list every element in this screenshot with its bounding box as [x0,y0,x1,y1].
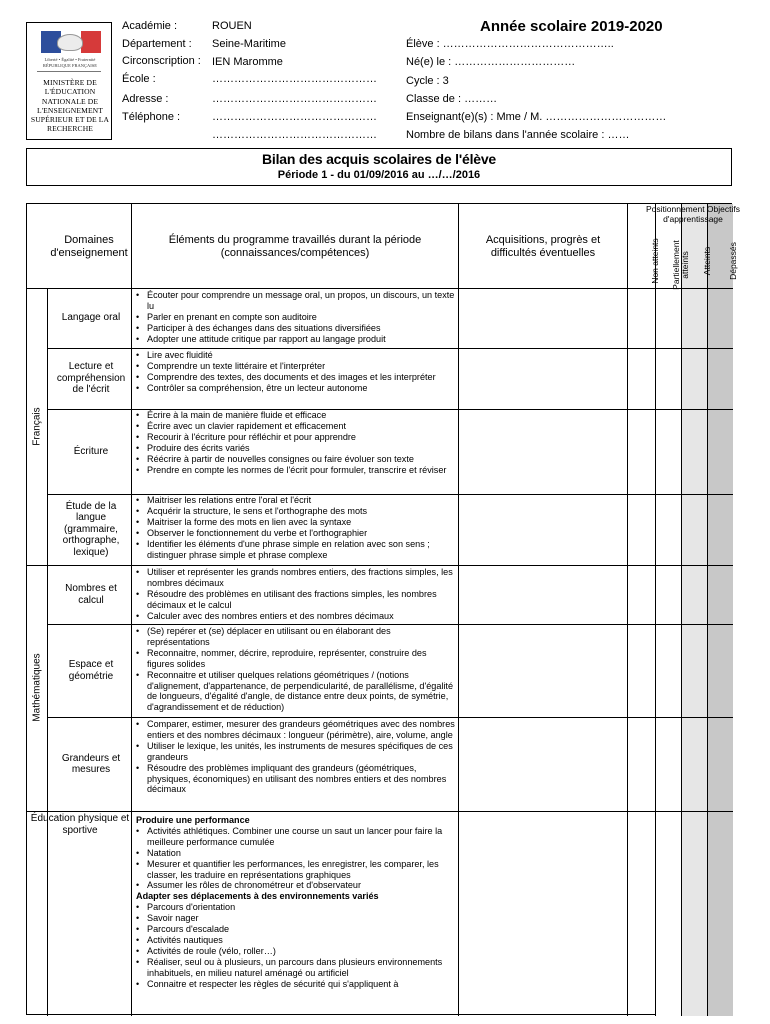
list-item: • Contrôler sa compréhension, être un lecteur autonome [133,383,455,394]
field-cycle: Cycle : 3 [406,75,449,87]
ministry-logo [26,22,112,140]
level-label-atteints: Atteints [702,246,712,276]
list-item: • Parcours d'escalade [133,924,455,935]
list-item: • Activités de roule (vélo, roller…) [133,946,455,957]
list-item: • Calculer avec des nombres entiers et des nombres décimaux [133,611,455,622]
list-item: • Participer à des échanges dans des situations diversifiées [133,323,455,334]
list-item: • Résoudre des problèmes impliquant des grandeurs (géométriques, physiques, économiques) en utilisant des nombres entiers et des nombres décimaux [133,763,455,796]
list-item: • Identifier les éléments d'une phrase simple en relation avec son sens ; distinguer phrase simple et phrase complexe [133,539,455,561]
page-title: Bilan des acquis scolaires de l'élève [261,151,497,167]
level-label-partiellement: Partiellement atteints [671,240,690,290]
list-item: • Produire des écrits variés [133,443,455,454]
ministry-name: MINISTÈRE DE L'ÉDUCATION NATIONALE DE L'ENSEIGNEMENT SUPÉRIEUR ET DE LA RECHERCHE [30,78,110,134]
items-eps [133,815,455,990]
list-item: • Savoir nager [133,913,455,924]
value-academie[interactable]: ROUEN [212,20,252,32]
list-item: • Natation [133,848,455,859]
list-item: • Comparer, estimer, mesurer des grandeurs géométriques avec des nombres entiers et des nombres décimaux : longueur (périmètre), aire, volume, angle [133,719,455,741]
list-item: • Recourir à l'écriture pour réfléchir et pour apprendre [133,432,455,443]
period-label: Période 1 - du 01/09/2016 au …/…/2016 [277,169,481,181]
subdomain-langage-oral: Langage oral [61,312,121,324]
list-item: • Lire avec fluidité [133,350,455,361]
header-acquisitions: Acquisitions, progrès et difficultés éventuelles [485,234,601,259]
label-telephone: Téléphone : [122,111,181,123]
eps-group-heading: Adapter ses déplacements à des environnements variés [136,891,379,902]
level-col-partiellement [681,204,707,1016]
domain-francais: Français [31,407,43,446]
list-item: • Résoudre des problèmes en utilisant des fractions simples, les nombres décimaux et le calcul [133,589,455,611]
republic-motto: Liberté • Égalité • Fraternité RÉPUBLIQUE FRANÇAISE [42,57,98,68]
list-item: • Reconnaitre et utiliser quelques relations géométriques / (notions d'alignement, d'appartenance, de perpendicularité, de parallélisme, d'égalité de longueurs, d'égalité d'angle, de distance entre deux points, de symétrie, d'agrandissement et de réduction) [133,670,455,714]
list-item: • Utiliser le lexique, les unités, les instruments de mesures spécifiques de ces grandeurs [133,741,455,763]
list-item: • Activités nautiques [133,935,455,946]
list-item: • Écrire avec un clavier rapidement et efficacement [133,421,455,432]
list-item: • Prendre en compte les normes de l'écrit pour formuler, transcrire et réviser [133,465,455,476]
list-item: • Maitriser les relations entre l'oral et l'écrit [133,495,455,506]
list-item: • Écrire à la main de manière fluide et efficace [133,410,455,421]
list-item: • Comprendre un texte littéraire et l'interpréter [133,361,455,372]
items-nombres-calcul [133,567,455,622]
value-ecole[interactable]: ……………………………………… [212,73,377,85]
subdomain-ecriture: Écriture [73,445,109,457]
eps-group-heading: Produire une performance [136,815,250,825]
value-circonscription[interactable]: IEN Maromme [212,56,283,68]
items-ecriture [133,410,455,475]
items-lecture [133,350,455,394]
header-elements: Éléments du programme travaillés durant la période (connaissances/compétences) [168,234,422,259]
list-item: • Comprendre des textes, des documents et des images et les interpréter [133,372,455,383]
items-espace-geometrie [133,626,455,713]
label-ecole: École : [122,73,156,85]
subdomain-lecture: Lecture et compréhension de l'écrit [56,361,126,396]
list-item: • Écouter pour comprendre un message oral, un propos, un discours, un texte lu [133,290,455,312]
domain-eps: Éducation physique et sportive [30,813,130,836]
list-item: • Utiliser et représenter les grands nombres entiers, des fractions simples, les nombres décimaux [133,567,455,589]
list-item: • Réaliser, seul ou à plusieurs, un parcours dans plusieurs environnements inhabituels, en milieu naturel aménagé ou artificiel [133,957,455,979]
label-departement: Département : [122,38,192,50]
value-adresse[interactable]: ……………………………………… [212,93,377,105]
field-birthdate[interactable]: Né(e) le : …………………………… [406,56,576,68]
field-eleve[interactable]: Élève : ……………………………………….. [406,38,614,50]
report-table [26,203,741,1015]
list-item: • Reconnaitre, nommer, décrire, reproduire, représenter, construire des figures solides [133,648,455,670]
list-item: • Acquérir la structure, le sens et l'orthographe des mots [133,506,455,517]
list-item: • Maitriser la forme des mots en lien avec la syntaxe [133,517,455,528]
school-year-title: Année scolaire 2019-2020 [480,18,663,35]
value-telephone-2[interactable]: ……………………………………… [212,129,377,141]
subdomain-nombres-calcul: Nombres et calcul [65,583,117,606]
field-classe[interactable]: Classe de : ……… [406,93,498,105]
level-label-depasses: Dépassés [728,242,738,280]
list-item: • Activités athlétiques. Combiner une course un saut un lancer pour faire la meilleure performance cumulée [133,826,455,848]
list-item: • Parcours d'orientation [133,902,455,913]
field-enseignant[interactable]: Enseignant(e)(s) : Mme / M. …………………………… [406,111,667,123]
subdomain-etude-langue: Étude de la langue (grammaire, orthographe, lexique) [62,500,120,558]
label-adresse: Adresse : [122,93,169,105]
items-grandeurs-mesures [133,719,455,795]
marianne-icon [41,31,101,53]
list-item: • Observer le fonctionnement du verbe et l'orthographier [133,528,455,539]
list-item: • Adopter une attitude critique par rapport au langage produit [133,334,455,345]
label-academie: Académie : [122,20,178,32]
subdomain-espace-geometrie: Espace et géométrie [68,659,114,682]
header-domains: Domaines d'enseignement [50,234,128,259]
domain-mathematiques: Mathématiques [31,653,43,722]
value-telephone[interactable]: ……………………………………… [212,111,377,123]
list-item: • Assumer les rôles de chronométreur et d'observateur [133,880,455,891]
label-circonscription: Circonscription : [122,55,201,67]
header-positioning: Positionnement Objectifs d'apprentissage [645,204,741,224]
value-departement[interactable]: Seine-Maritime [212,38,286,50]
level-label-non-atteints: Non atteints [650,238,660,284]
items-langage-oral [133,290,455,345]
level-col-non-atteints [655,204,681,1016]
level-col-atteints [707,204,733,1016]
list-item: • Connaitre et respecter les règles de sécurité qui s'appliquent à [133,979,455,990]
field-nombre-bilans[interactable]: Nombre de bilans dans l'année scolaire : …… [406,129,630,141]
title-box [26,148,732,186]
list-item: • Parler en prenant en compte son auditoire [133,312,455,323]
subdomain-grandeurs-mesures: Grandeurs et mesures [61,752,121,775]
list-item: • (Se) repérer et (se) déplacer en utilisant ou en élaborant des représentations [133,626,455,648]
list-item: • Réécrire à partir de nouvelles consignes ou faire évoluer son texte [133,454,455,465]
items-etude-langue [133,495,455,560]
list-item: • Mesurer et quantifier les performances, les enregistrer, les comparer, les classer, les traduire en représentations graphiques [133,859,455,881]
